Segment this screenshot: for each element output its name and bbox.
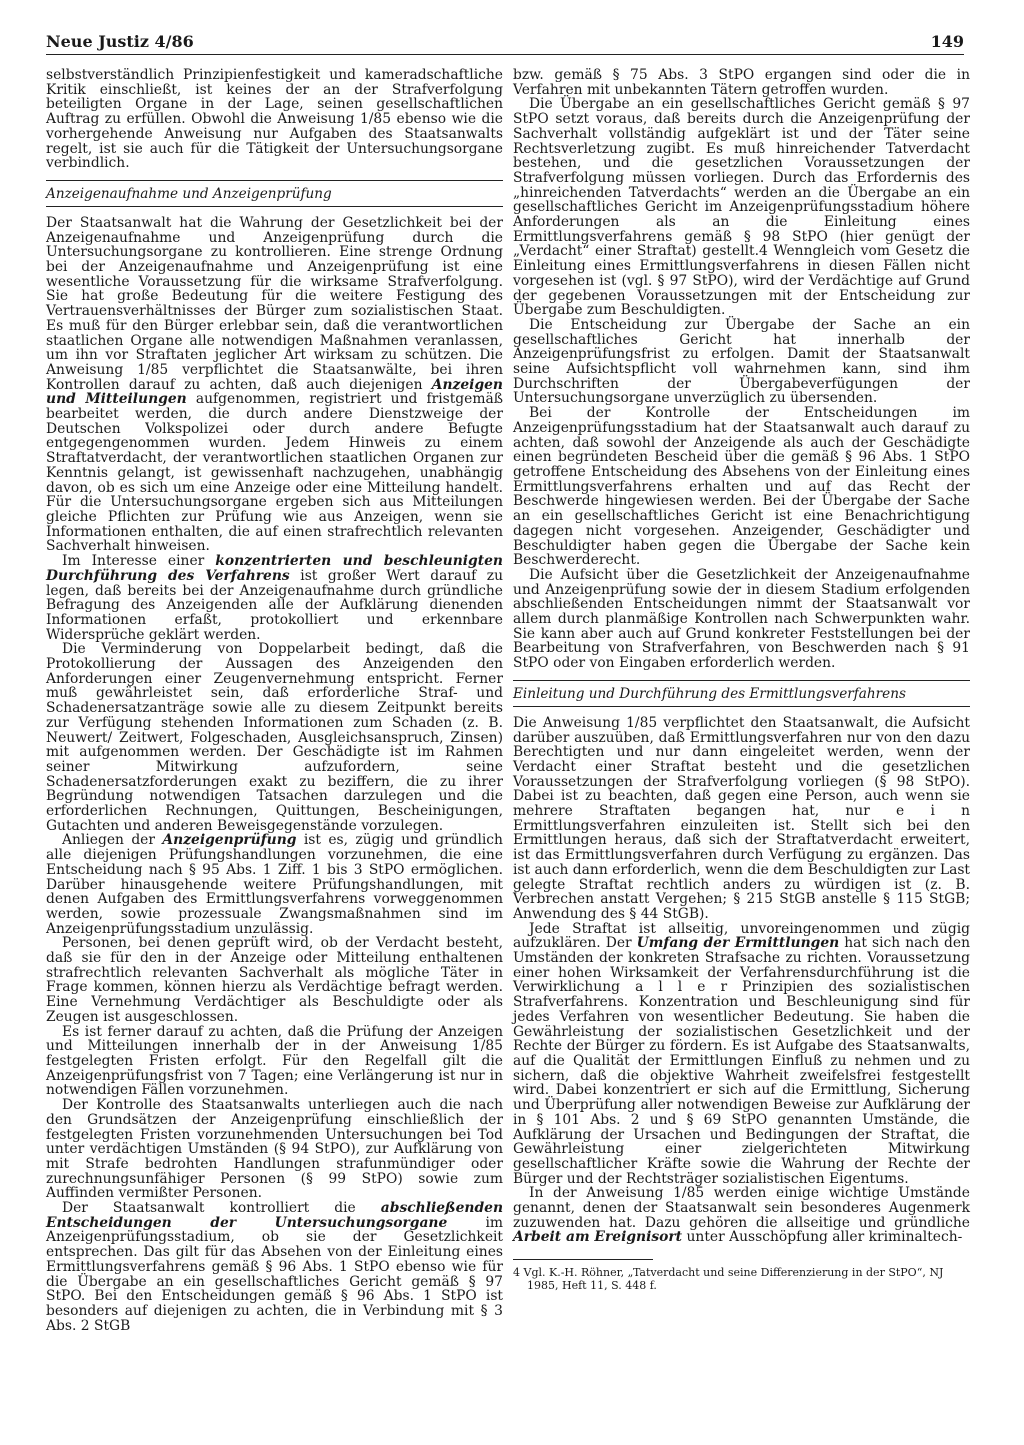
section-heading-anzeigenaufnahme: Anzeigenaufnahme und Anzeigenprüfung <box>46 180 503 207</box>
emphasis: Arbeit am Ereignisort <box>513 1229 683 1246</box>
emphasis: Anzeigenprüfung <box>162 832 297 849</box>
text-span: Anliegen der <box>62 832 155 849</box>
emphasis: Anzeigen und Mitteilungen <box>46 376 503 408</box>
paragraph: Die Anweisung 1/85 verpflichtet den Staatsanwalt, die Aufsicht darüber auszuüben, daß Ermittlungsverfahren nur von den dazu Berechtigten und nur dann eingeleitet werden, wenn der Verdacht einer Straftat besteht und die gesetzlichen Voraussetzungen der Strafverfolgung vorliegen (§ 98 StPO). Dabei ist zu beachten, daß gegen eine Person, auch wenn sie mehrere Straftaten begangen hat, nur e i n Ermittlungsverfahren einzuleiten ist. Stellt sich bei den Ermittlungen heraus, daß sich der Straftatverdacht erweitert, ist das Ermittlungsverfahren durch Verfügung zu ergänzen. Das ist auch dann erforderlich, wenn die dem Beschuldigten zur Last gelegte Straftat rechtlich anders zu würdigen ist (z. B. Verbrechen anstatt Vergehen; § 215 StGB anstelle § 115 StGB; Anwendung des § 44 StGB). <box>513 714 970 922</box>
text-span: Im Interesse einer <box>62 553 205 570</box>
paragraph: Der Kontrolle des Staatsanwalts unterliegen auch die nach den Grundsätzen der Anzeigenprüfung einschließlich der festgelegten Fristen vorzunehmenden Untersuchungen bei Tod unter verdächtigen Umständen (§ 94 StPO), zur Aufklärung von mit Strafe bedrohten Handlungen strafunmündiger oder zurechnungsunfähiger Personen (§ 99 StPO) sowie zum Auffinden vermißter Personen. <box>46 1097 503 1202</box>
text-span: aufgenommen, registriert und fristgemäß bearbeitet werden, die durch andere Dienstzweige der Deutschen Volkspolizei oder durch andere Befugte entgegengenommen wurden. Jedem Hinweis zu einem Straftatverdacht, der verantwortlichen staatlichen Organen zur Kenntnis gelangt, ist gewissenhaft nachzugehen, unabhängig davon, ob es sich um eine Anzeige oder eine Mitteilung handelt. Für die Untersuchungsorgane ergeben sich aus Mitteilungen gleiche Pflichten zur Prüfung wie aus Anzeigen, wenn sie Informationen enthalten, die auf einen strafrechtlich relevanten Sachverhalt hinweisen. <box>46 391 503 555</box>
text-span: hat sich nach den Umständen der konkreten Strafsache zu richten. Voraussetzung einer hohen Wirksamkeit der Verfahrensdurchführung ist die Verwirklichung a l l e r Prinzipien des sozialistischen Strafverfahrens. Konzentration und Beschleunigung sind für jedes Verfahren von wesentlicher Bedeutung. Sie haben die Gewährleistung der sozialistischen Gesetzlichkeit und der Rechte der Bürger zu fördern. Es ist Aufgabe des Staatsanwalts, auf die Qualität der Ermittlungen Einfluß zu nehmen und zu sichern, daß die objektive Wahrheit zweifelsfrei festgestellt wird. Dabei konzentriert er sich auf die Ermittlung, Sicherung und Überprüfung aller notwendigen Beweise zur Aufklärung der in § 101 Abs. 2 und § 69 StPO genannten Umstände, die Aufklärung der Ursachen und Bedingungen der Straftat, die Gewährleistung einer zielgerichteten Mitwirkung gesellschaftlicher Kräfte sowie die Wahrung der Rechte der Bürger und der Rechtsträger sozialistischen Eigentums. <box>513 935 971 1187</box>
footnote: 4 Vgl. K.-H. Röhner, „Tatverdacht und seine Differenzierung in der StPO“, NJ 1985, Heft 11, S. 448 f. <box>513 1266 944 1293</box>
paragraph: bzw. gemäß § 75 Abs. 3 StPO ergangen sind oder die in Verfahren mit unbekannten Tätern getroffen wurden. <box>513 67 970 98</box>
footnote-divider <box>513 1259 653 1260</box>
emphasis: Umfang der Ermittlungen <box>636 935 840 952</box>
section-heading-ermittlungsverfahren: Einleitung und Durchführung des Ermittlungsverfahrens <box>513 680 970 707</box>
paragraph <box>46 1201 503 1333</box>
right-column <box>513 68 970 1292</box>
text-span: ist es, zügig und gründlich alle diejenigen Prüfungshandlungen vorzunehmen, die eine Entscheidung nach § 95 Abs. 1 Ziff. 1 bis 3 StPO ermöglichen. Darüber hinausgehende weitere Prüfungshandlungen, mit denen Aufgaben des Ermittlungsverfahrens vorweggenommen werden, sowie prozessuale Zwangsmaßnahmen sind im Anzeigenprüfungsstadium unzulässig. <box>46 832 503 937</box>
text-span: Der Staatsanwalt kontrolliert die <box>62 1200 356 1217</box>
text-span: ist großer Wert darauf zu legen, daß bereits bei der Anzeigenaufnahme durch gründliche Befragung des Anzeigenden alle der Aufklärung dienenden Informationen erfaßt, protokolliert und erkennbare Widersprüche geklärt werden. <box>46 567 504 643</box>
paragraph <box>46 833 503 936</box>
paragraph <box>513 922 970 1187</box>
page-header <box>46 34 964 55</box>
paragraph <box>513 1186 970 1245</box>
paragraph: Die Aufsicht über die Gesetzlichkeit der Anzeigenaufnahme und Anzeigenprüfung sowie der in diesem Stadium erfolgenden abschließenden Entscheidungen nimmt der Staatsanwalt vor allem durch planmäßige Kontrollen nach Schwerpunkten wahr. Sie kann aber auch auf Grund konkreter Feststellungen bei der Bearbeitung von Strafverfahren, von Beschwerden nach § 91 StPO oder von Eingaben erforderlich werden. <box>513 566 970 672</box>
page-number: 149 <box>930 32 964 51</box>
paragraph: Personen, bei denen geprüft wird, ob der Verdacht besteht, daß sie für den in der Anzeige oder Mitteilung enthaltenen strafrechtlich relevanten Sachverhalt als mögliche Täter in Frage kommen, können hierzu als Verdächtige befragt werden. Eine Vernehmung Verdächtiger als Beschuldigte oder als Zeugen ist ausgeschlossen. <box>46 935 503 1025</box>
emphasis: abschließenden Entscheidungen der Untersuchungsorgane <box>46 1200 504 1231</box>
text-span: Jede Straftat ist allseitig, unvoreingenommen und zügig aufzuklären. Der <box>513 920 970 952</box>
paragraph: Die Übergabe an ein gesellschaftliches Gericht gemäß § 97 StPO setzt voraus, daß bereits durch die Anzeigenprüfung der Sachverhalt vollständig aufgeklärt ist und der Täter seine Rechtsverletzung zugibt. Es muß hinreichender Tatverdacht bestehen, und die gesetzlichen Voraussetzungen der Strafverfolgung müssen vorliegen. Durch das Erfordernis des „hinreichenden Tatverdachts“ werden an die Übergabe an ein gesellschaftliches Gericht im Anzeigenprüfungsstadium höhere Anforderungen als an die Einleitung eines Ermittlungsverfahrens gemäß § 98 StPO (hier genügt der „Verdacht“ einer Straftat) gestellt.4 Wenngleich vom Gesetz die Einleitung eines Ermittlungsverfahrens in diesen Fällen nicht vorgesehen ist (vgl. § 97 StPO), wird der Verdächtige auf Grund der gegebenen Voraussetzungen mit der Entscheidung zur Übergabe zum Beschuldigten. <box>513 96 970 319</box>
paragraph <box>46 554 503 642</box>
text-span: Der Staatsanwalt hat die Wahrung der Gesetzlichkeit bei der Anzeigenaufnahme und Anzeigenprüfung durch die Untersuchungsorgane zu kontrollieren. Eine strenge Ordnung bei der Anzeigenaufnahme und Anzeigenprüfung ist eine wesentliche Voraussetzung für die wirksame Strafverfolgung. Sie hat große Bedeutung für die weitere Festigung des Vertrauensverhältnisses der Bürger zum sozialistischen Staat. Es muß für den Bürger erlebbar sein, daß die verantwortlichen staatlichen Organe alle notwendigen Maßnahmen veranlassen, um ihn vor Straftaten jeglicher Art wirksam zu schützen. Die Anweisung 1/85 verpflichtet die Staatsanwälte, bei ihren Kontrollen darauf zu achten, daß auch diejenigen <box>46 214 503 393</box>
paragraph: Es ist ferner darauf zu achten, daß die Prüfung der Anzeigen und Mitteilungen innerhalb der in der Anweisung 1/85 festgelegten Fristen erfolgt. Für den Regelfall gilt die Anzeigenprüfungsfrist von 7 Tagen; eine Verlängerung ist nur in notwendigen Fällen vorzunehmen. <box>46 1023 503 1099</box>
text-span: unter Ausschöpfung aller kriminaltech- <box>686 1229 963 1246</box>
text-span: im Anzeigenprüfungsstadium, ob sie der Gesetzlichkeit entsprechen. Das gilt für das Absehen von der Einleitung eines Ermittlungsverfahrens gemäß § 96 Abs. 1 StPO ebenso wie für die Übergabe an ein gesellschaftliches Gericht gemäß § 97 StPO. Bei den Entscheidungen gemäß § 96 Abs. 1 StPO ist besonders auf diejenigen zu achten, die in Verbindung mit § 3 Abs. 2 StGB <box>46 1214 503 1334</box>
paragraph: Die Entscheidung zur Übergabe der Sache an ein gesellschaftliches Gericht hat innerhalb der Anzeigenprüfungsfrist zu erfolgen. Damit der Staatsanwalt seine Aufsichtspflicht voll wahrnehmen kann, sind ihm Durchschriften der Übergabeverfügungen der Untersuchungsorgane unverzüglich zu übersenden. <box>513 316 970 407</box>
paragraph: selbstverständlich Prinzipienfestigkeit und kameradschaftliche Kritik einschließt, ist keines der an der Strafverfolgung beteiligten Organe in der Lage, seinen gesellschaftlichen Auftrag zu erfüllen. Obwohl die Anweisung 1/85 ebenso wie die vorhergehende Anweisung nur Aufgaben des Staatsanwalts regelt, ist sie auch für die Tätigkeit der Untersuchungsorgane verbindlich. <box>46 67 503 172</box>
paragraph: Die Verminderung von Doppelarbeit bedingt, daß die Protokollierung der Aussagen des Anzeigenden den Anforderungen einer Zeugenvernehmung entspricht. Ferner muß gewährleistet sein, daß erforderliche Straf- und Schadenersatzanträge sowie alle zu diesem Zeitpunkt bereits zur Verfügung stehenden Informationen zum Schaden (z. B. Neuwert/ Zeitwert, Folgeschaden, Ausgleichsanspruch, Zinsen) mit aufgenommen werden. Der Geschädigte ist im Rahmen seiner Mitwirkung aufzufordern, seine Schadenersatzforderungen exakt zu beziffern, die zu ihrer Begründung notwendigen Tatsachen darzulegen und die erforderlichen Rechnungen, Quittungen, Bescheinigungen, Gutachten und anderen Beweisgegenstände vorzulegen. <box>46 641 503 834</box>
text-span: In der Anweisung 1/85 werden einige wichtige Umstände genannt, denen der Staatsanwalt sein besonderes Augenmerk zuzuwenden hat. Dazu gehören die allseitige und gründliche <box>513 1185 970 1231</box>
emphasis: konzentrierten und beschleunigten Durchführung des Verfahrens <box>46 553 503 584</box>
paragraph: Bei der Kontrolle der Entscheidungen im Anzeigenprüfungsstadium hat der Staatsanwalt auch darauf zu achten, daß sowohl der Anzeigende als auch der Geschädigte einen begründeten Bescheid über die gemäß § 96 Abs. 1 StPO getroffene Entscheidung des Absehens von der Einleitung eines Ermittlungsverfahrens erhalten und auf das Recht der Beschwerde hingewiesen werden. Bei der Übergabe der Sache an ein gesellschaftliches Gericht ist eine Benachrichtigung dagegen nicht vorgesehen. Anzeigender, Geschädigter und Beschuldigter haben gegen die Übergabe der Sache kein Beschwerderecht. <box>513 405 970 569</box>
left-column <box>46 68 503 1333</box>
paragraph <box>46 216 503 554</box>
journal-title: Neue Justiz 4/86 <box>46 32 194 51</box>
